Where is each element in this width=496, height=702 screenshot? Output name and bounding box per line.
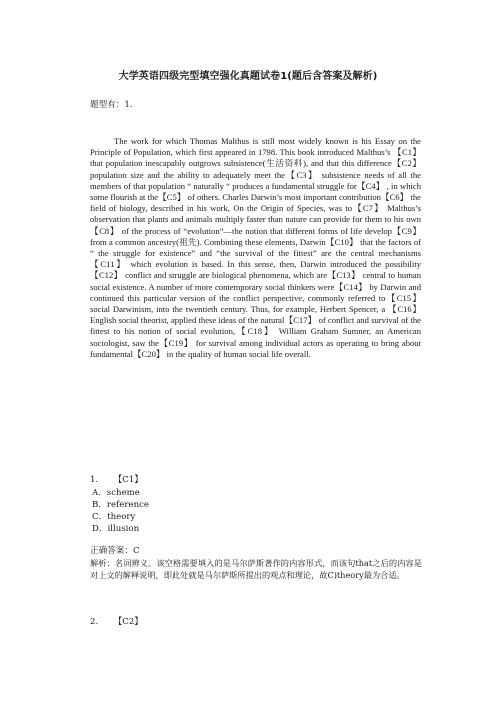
question-1 xyxy=(90,474,422,581)
question-type-line: 题型有：1. xyxy=(90,100,133,110)
answer-explanation: 解析：名词辨义。该空格需要填入的是马尔萨斯著作的内容形式，而该句that之后的内容是对上文的解释说明，即此处就是马尔萨斯所提出的观点和理论，故C)theory最为合适。 xyxy=(90,558,422,580)
question-1-header xyxy=(90,474,422,486)
option-b: B．reference xyxy=(92,500,149,510)
question-2-header xyxy=(90,616,143,628)
question-2-blank: 【C2】 xyxy=(113,617,143,627)
option-d: D．illusion xyxy=(92,524,140,534)
cloze-passage xyxy=(90,136,421,360)
passage-text: The work for which Thomas Malthus is still most widely known is his Essay on the Principle of Population, which first appeared in 1798. This book introduced Malthus’s 【C1】 that population inescapably outgrows subsistence(生活资料), and that this difference【C2】 population size and the ability to adequately meet the【C3】 subsistence needs of all the members of that population “ naturally “ produces a fundamental struggle for【C4】 , in which some flourish at the【C5】 of others. Charles Darwin’s most important contribution【C6】 the field of biology, described in his work, On the Origin of Species, was to【C7】 Malthus’s observation that plants and animals multiply faster than nature can provide for them to his own【C8】 of the process of “evolution”—the notion that different forms of life develop【C9】 from a common ancestry(祖先). Combining these elements, Darwin【C10】 that the factors of “ the struggle for existence” and “the survival of the fittest” are the central mechanisms【C11】 which evolution is based. In this sense, then, Darwin introduced the possibility【C12】 conflict and struggle are biological phenomena, which are【C13】 central to human social existence. A number of more contemporary social thinkers were【C14】 by Darwin and continued this particular version of the conflict perspective, commonly referred to【C15】 social Darwinism, into the twentieth century. Thus, for example, Herbert Spencer, a 【C16】 English social theorist, applied these ideas of the natural【C17】 of conflict and survival of the fittest to his notion of social evolution,【C18】 William Graham Sumner, an American sociologist, saw the【C19】 for survival among individual actors as operating to bring about fundamental【C20】 in the quality of human social life overall. xyxy=(90,136,421,359)
option-c: C．theory xyxy=(92,512,136,522)
correct-answer: 正确答案：C xyxy=(90,546,140,556)
option-a: A．scheme xyxy=(92,488,140,498)
question-2 xyxy=(90,616,143,629)
question-1-blank: 【C1】 xyxy=(113,475,143,485)
question-2-number: 2. xyxy=(90,617,99,627)
page-title: 大学英语四级完型填空强化真题试卷1(题后含答案及解析) xyxy=(118,71,378,82)
question-1-number: 1. xyxy=(90,475,99,485)
